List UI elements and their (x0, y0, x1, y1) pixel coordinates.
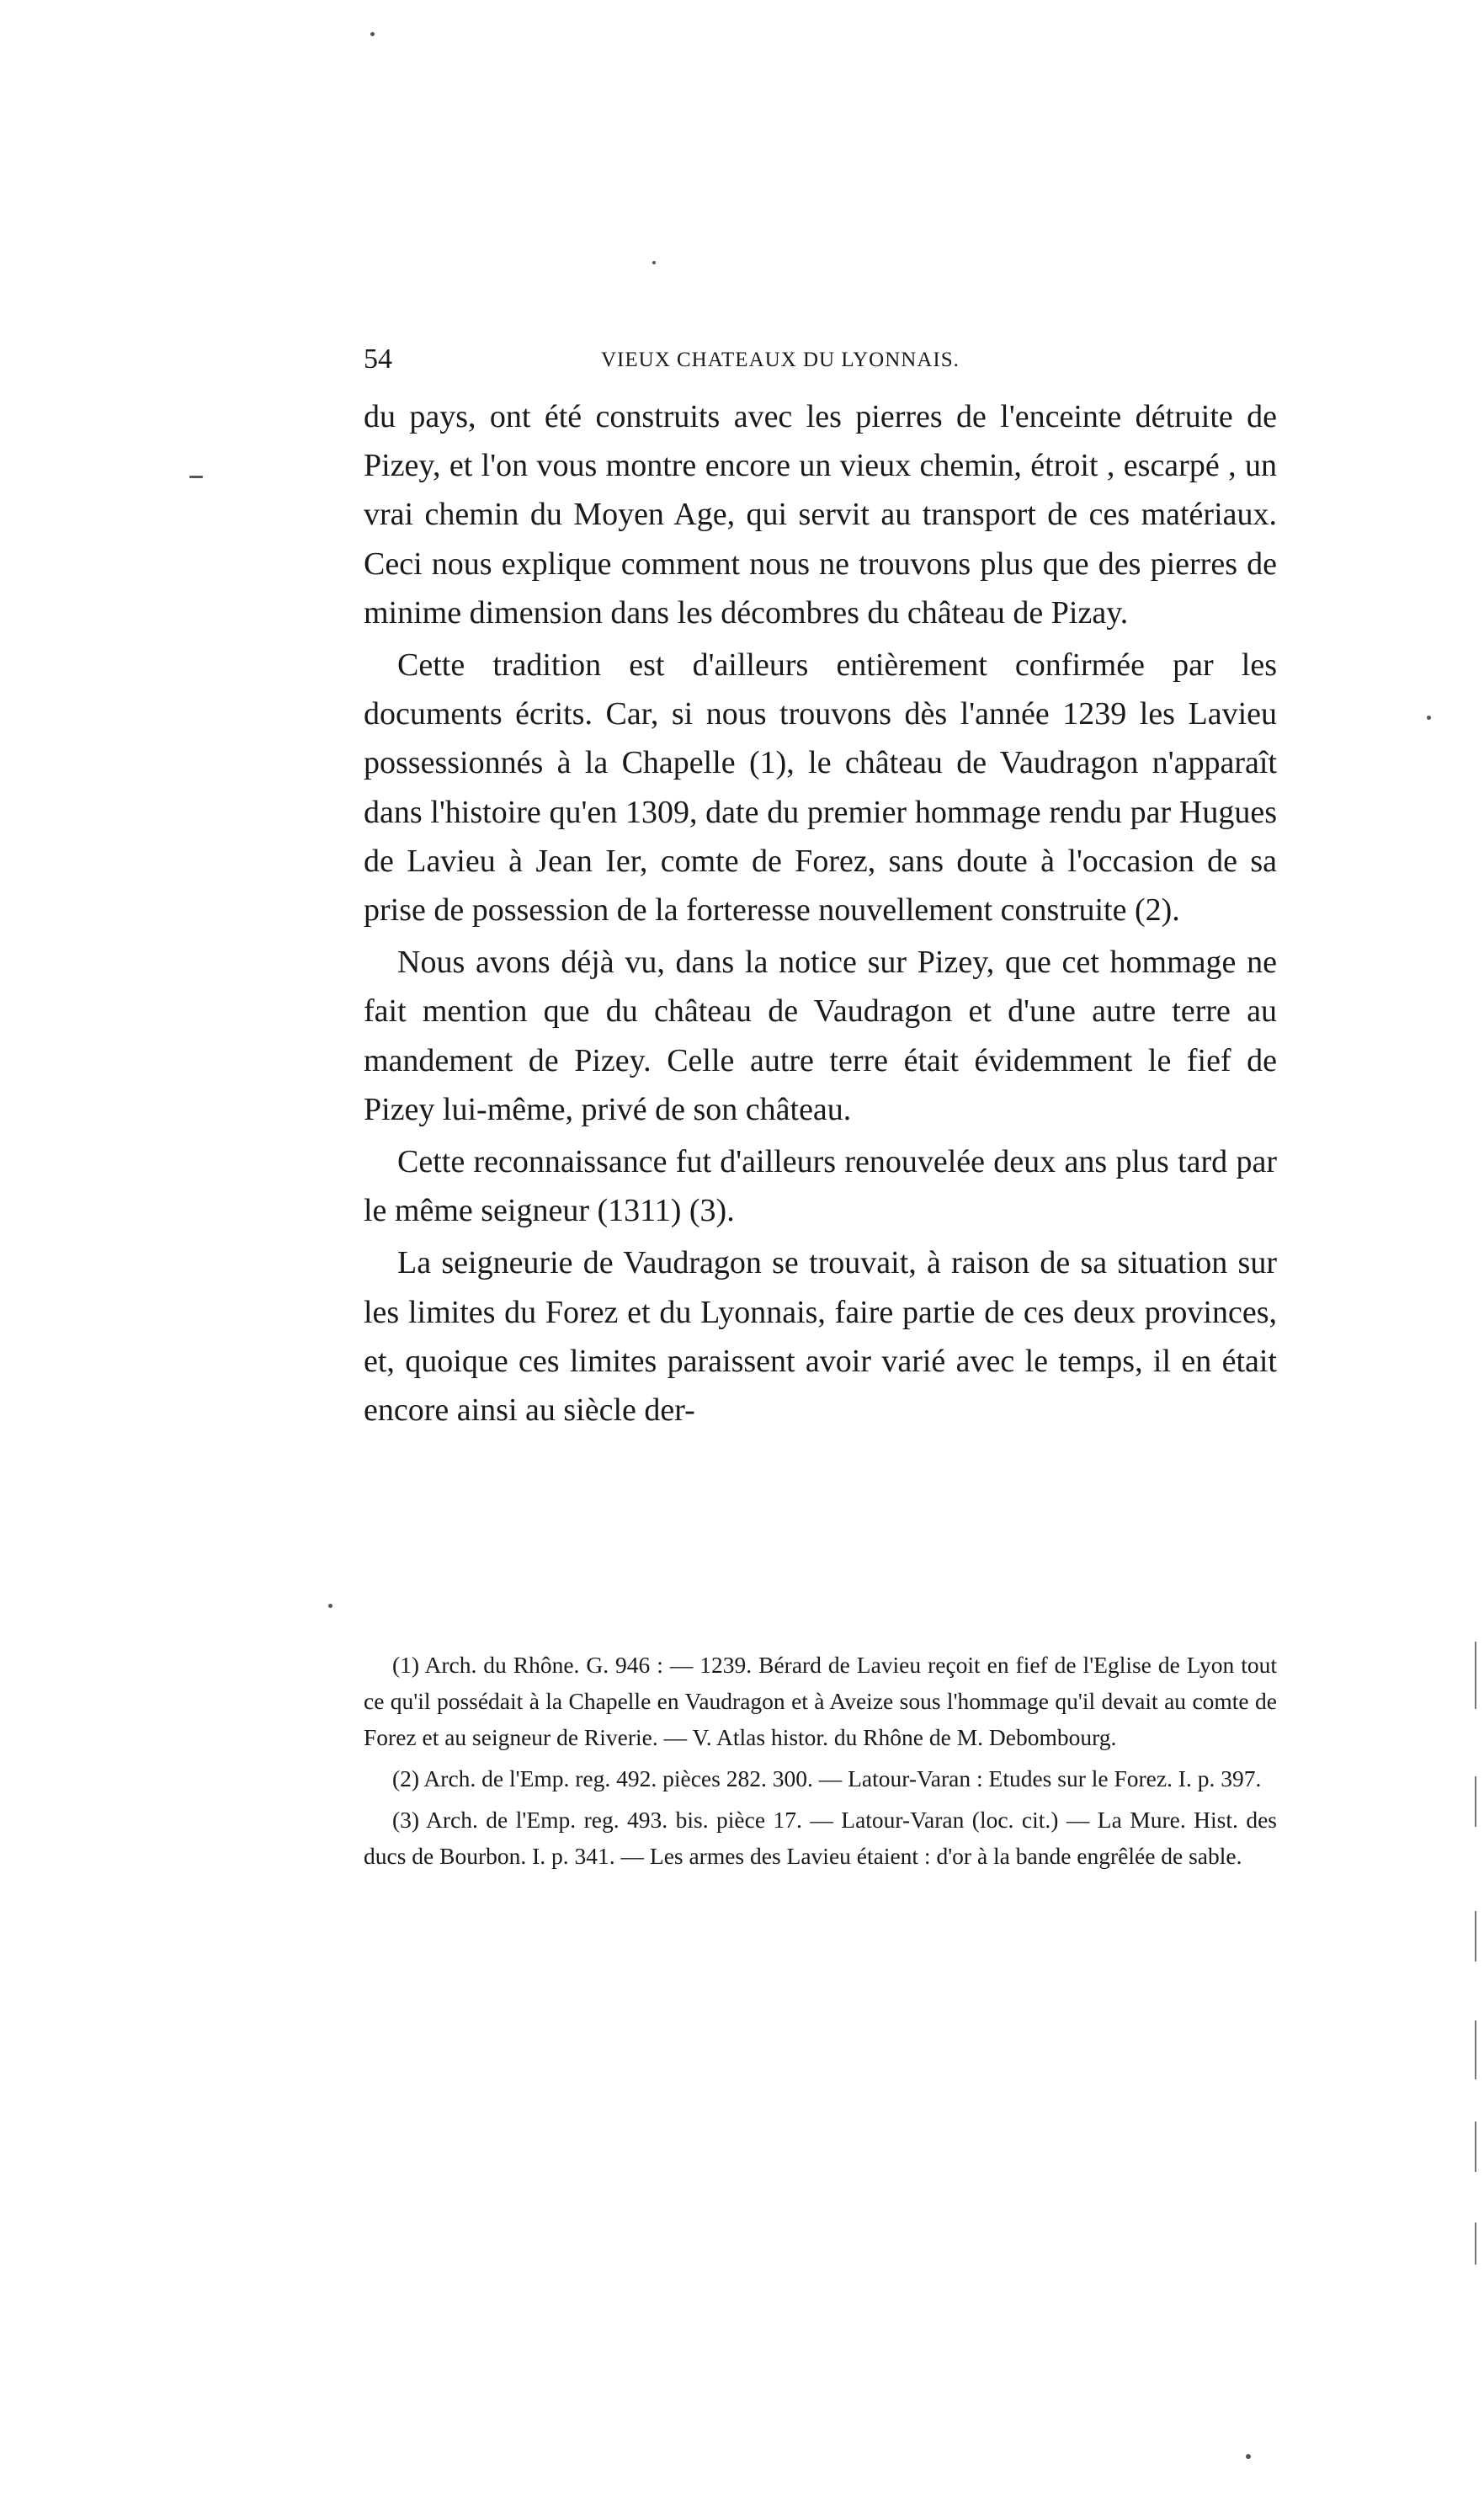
scan-edge-mark (1475, 1642, 1476, 1709)
scan-speck (189, 476, 203, 478)
scan-speck (328, 1604, 332, 1608)
page-header (364, 343, 1277, 386)
paragraph: Cette reconnaissance fut d'ailleurs renouvelée deux ans plus tard par le même seigneur (1311) (3). (364, 1144, 1277, 1229)
scan-edge-mark (1475, 2020, 1476, 2079)
scan-speck (1246, 2454, 1251, 2459)
footnote: (2) Arch. de l'Emp. reg. 492. pièces 282. 300. — Latour-Varan : Etudes sur le Forez. I. p. 397. (392, 1765, 1262, 1791)
scan-edge-mark (1475, 1911, 1476, 1962)
paragraph: Cette tradition est d'ailleurs entièrement confirmée par les documents écrits. Car, si nous trouvons dès l'année 1239 les Lavieu possessionnés à la Chapelle (1), le château de Vaudragon n'apparaît dans l'histoire qu'en 1309, date du premier hommage rendu par Hugues de Lavieu à Jean Ier, comte de Forez, sans doute à l'occasion de sa prise de possession de la forteresse nouvellement construite (2). (364, 647, 1277, 929)
scan-speck (1427, 716, 1431, 720)
paragraph: Nous avons déjà vu, dans la notice sur Pizey, que cet hommage ne fait mention que du château de Vaudragon et d'une autre terre au mandement de Pizey. Celle autre terre était évidemment le fief de Pizey lui-même, privé de son château. (364, 945, 1277, 1127)
scan-edge-mark (1475, 2121, 1476, 2172)
footnote: (3) Arch. de l'Emp. reg. 493. bis. pièce 17. — Latour-Varan (loc. cit.) — La Mure. Hist. des ducs de Bourbon. I. p. 341. — Les armes des Lavieu étaient : d'or à la bande engrêlée de sable. (364, 1807, 1277, 1869)
footnote: (1) Arch. du Rhône. G. 946 : — 1239. Bérard de Lavieu reçoit en fief de l'Eglise de Lyon tout ce qu'il possédait à la Chapelle en Vaudragon et à Aveize sous l'hommage qu'il devait au comte de Forez et au seigneur de Riverie. — V. Atlas histor. du Rhône de M. Debombourg. (364, 1652, 1277, 1750)
page-number: 54 (364, 343, 392, 375)
body-text (364, 392, 1277, 1438)
scan-speck (652, 261, 656, 264)
paragraph: La seigneurie de Vaudragon se trouvait, à raison de sa situation sur les limites du Forez et du Lyonnais, faire partie de ces deux provinces, et, quoique ces limites paraissent avoir varié avec le temps, il en était encore ainsi au siècle der- (364, 1245, 1277, 1429)
running-title: VIEUX CHATEAUX DU LYONNAIS. (601, 349, 960, 371)
scan-edge-mark (1475, 1776, 1476, 1827)
paragraph: du pays, ont été construits avec les pierres de l'enceinte détruite de Pizey, et l'on vous montre encore un vieux chemin, étroit , escarpé , un vrai chemin du Moyen Age, qui servit au transport de ces matériaux. Ceci nous explique comment nous ne trouvons plus que des pierres de minime dimension dans les décombres du château de Pizay. (364, 399, 1277, 631)
scan-edge-mark (1475, 2223, 1476, 2265)
footnotes (364, 1647, 1277, 1879)
scan-speck (370, 32, 375, 36)
